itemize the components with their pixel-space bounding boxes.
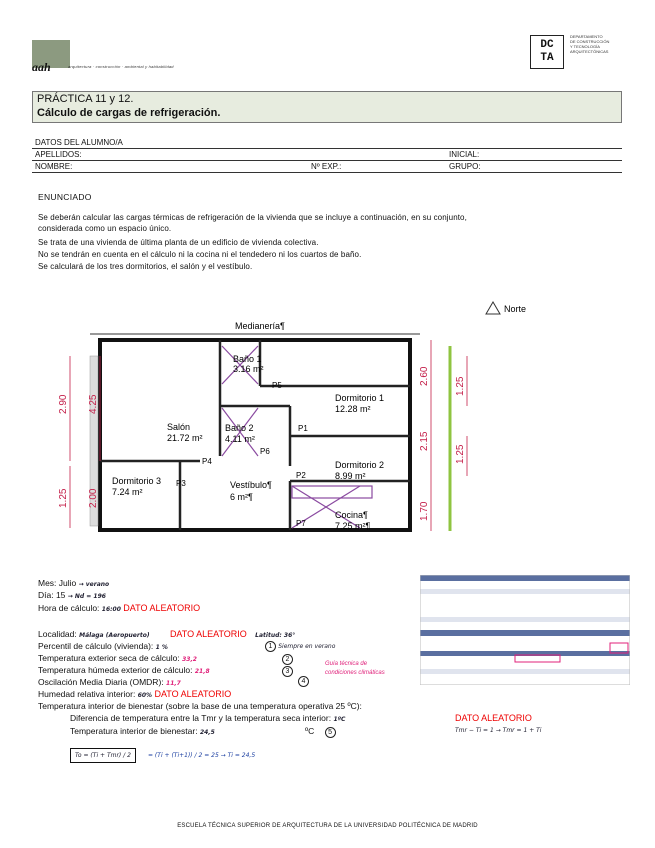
formula-right: Tmr − Ti = 1 → Tmr = 1 + Ti [455,727,542,734]
practice-number: PRÁCTICA 11 y 12. [37,93,134,105]
percentil-label: Percentil de cálculo (vivienda): [38,641,154,651]
circled-number: 5 [325,727,336,738]
enunciado-paragraph: Se calculará de los tres dormitorios, el salón y el vestíbulo. [38,262,253,271]
room-label: Cocina¶ [335,510,368,520]
tbienestar-label: Temperatura interior de bienestar: [70,726,198,736]
dimension-label: 2.90 [58,394,69,414]
dimension-label: 1.25 [58,488,69,508]
humedad-label: Humedad relativa interior: [38,689,136,699]
unit-text: ºC [305,726,315,736]
door-label: P5 [272,381,282,390]
department-logo-line2: TA [540,52,554,64]
mes-handwritten: → verano [78,581,110,588]
department-name-line: DEPARTAMENTO [570,34,603,39]
temp-seca-label: Temperatura exterior seca de cálculo: [38,653,180,663]
enunciado-paragraph: Se trata de una vivienda de última planta de un edificio de vivienda colectiva. [38,238,319,247]
school-logo-subtitle: arquitectura · construcción · ambiental y habitabilidad [68,64,174,69]
floor-plan [30,296,550,566]
door-label: P7 [296,519,306,528]
practice-title: Cálculo de cargas de refrigeración. [37,107,221,119]
north-arrow-icon [486,302,500,314]
dimension-label: 4.25 [88,394,99,414]
room-label: Baño 2 [225,423,254,433]
hora-handwritten: 16:00 [101,606,121,613]
door-label: P3 [176,479,186,488]
door-label: P4 [202,457,212,466]
dimension-label: 1.25 [455,376,466,396]
siempre-handwritten: Siempre en verano [278,643,336,650]
dimension-label: 1.70 [419,501,430,521]
enunciado-paragraph: considerada como un espacio único. [38,224,172,233]
random-data-label: DATO ALEATORIO [455,713,532,723]
omdr-label: Oscilación Media Diaria (OMDR): [38,677,164,687]
room-area: 8.99 m² [335,471,366,481]
temp-humeda-handwritten: 21,8 [194,668,210,675]
humedad-handwritten: 60% [137,692,153,699]
bienestar-line: Temperatura interior de bienestar (sobre la base de una temperatura operativa 25 ºC): [38,701,362,711]
mes-line [38,578,109,588]
random-data-label: DATO ALEATORIO [123,603,201,613]
room-area: 7.24 m² [112,487,143,497]
room-area: 12.28 m² [335,404,371,414]
circled-number: 4 [298,676,309,687]
percentil-line [38,641,168,651]
diferencia-handwritten: 1ºC [333,716,346,723]
random-data-label: DATO ALEATORIO [169,629,247,639]
room-area: 7.25 m²¶ [335,521,371,531]
grupo-field[interactable]: GRUPO: [446,161,622,173]
department-name-line: ARQUITECTÓNICAS [570,49,609,54]
dimension-label: 1.25 [455,444,466,464]
temp-seca-handwritten: 33,2 [182,656,197,663]
inicial-field[interactable]: INICIAL: [446,149,622,161]
localidad-label: Localidad: [38,629,77,639]
dimension-label: 2.15 [419,431,430,451]
percentil-handwritten: 1 % [155,644,168,651]
localidad-handwritten: Málaga (Aeropuerto) [79,632,150,639]
door-label: P1 [298,424,308,433]
north-label: Norte [504,304,527,314]
nexp-field[interactable]: Nº EXP.: [308,161,446,173]
room-label: Dormitorio 2 [335,460,385,470]
tbienestar-line [70,726,215,736]
department-logo [530,35,564,69]
enunciado-paragraph: Se deberán calcular las cargas térmicas de refrigeración de la vivienda que se incluye a continuación, en su conjunto, [38,213,467,222]
room-area: 3.16 m² [233,364,264,374]
localidad-line [38,629,295,639]
room-label: Dormitorio 1 [335,393,385,403]
circled-number: 1 [265,641,276,652]
department-name-line: Y TECNOLOGÍA [570,44,600,49]
hora-label: Hora de cálculo: [38,603,100,613]
medianeria-label: Medianería¶ [235,321,285,331]
room-label: Vestíbulo¶ [230,480,272,490]
department-name-line: DE CONSTRUCCIÓN [570,39,610,44]
guia-handwritten: Guía técnica de condiciones climáticas [325,661,385,676]
dia-label: Día: 15 [38,590,66,600]
unit-label [305,726,336,738]
room-area: 6 m²¶ [230,492,253,502]
department-name [570,34,650,54]
room-label: Dormitorio 3 [112,476,162,486]
nombre-field[interactable]: NOMBRE: [32,161,308,173]
climate-data-table [420,575,630,685]
diferencia-label: Diferencia de temperatura entre la Tmr y la temperatura seca interior: [70,713,332,723]
mes-label: Mes: Julio [38,578,77,588]
temp-seca-line [38,653,197,663]
apellidos-field[interactable]: APELLIDOS: [32,149,446,161]
dia-handwritten: → Nd = 196 [67,593,106,600]
temp-humeda-label: Temperatura húmeda exterior de cálculo: [38,665,193,675]
dimension-label: 2.60 [419,366,430,386]
formula-rest: = (Ti + (Ti+1)) / 2 = 25 → Ti = 24,5 [148,752,256,759]
circled-number: 2 [282,654,293,665]
latitud-handwritten: Latitud: 36° [255,632,296,639]
omdr-line [38,677,181,687]
note-1 [265,641,335,652]
room-area: 21.72 m² [167,433,203,443]
door-label: P6 [260,447,270,456]
hora-line [38,603,200,613]
humedad-line [38,689,231,699]
random-data-label: DATO ALEATORIO [154,689,232,699]
dimension-label: 2.00 [88,488,99,508]
school-logo-text: aah [32,60,51,74]
diferencia-line [70,713,345,723]
student-data-table [32,137,622,173]
tbienestar-handwritten: 24,5 [199,729,215,736]
door-label: P2 [296,471,306,480]
room-label: Baño 1 [233,354,262,364]
dia-line [38,590,106,600]
room-label: Salón [167,422,191,432]
enunciado-heading: ENUNCIADO [38,192,92,202]
page-footer: ESCUELA TÉCNICA SUPERIOR DE ARQUITECTURA DE LA UNIVERSIDAD POLITÉCNICA DE MADRID [177,823,478,829]
temp-humeda-line [38,665,210,675]
omdr-handwritten: 11,7 [166,680,181,687]
formula-box: To = (Ti + Tmr) / 2 [70,748,136,763]
department-logo-line1: DC [540,39,554,51]
student-data-heading: DATOS DEL ALUMNO/A [32,137,622,149]
enunciado-paragraph: No se tendrán en cuenta en el cálculo ni la cocina ni el tendedero ni los cuartos de baño. [38,250,362,259]
circled-number: 3 [282,666,293,677]
room-area: 4.11 m² [225,434,255,444]
